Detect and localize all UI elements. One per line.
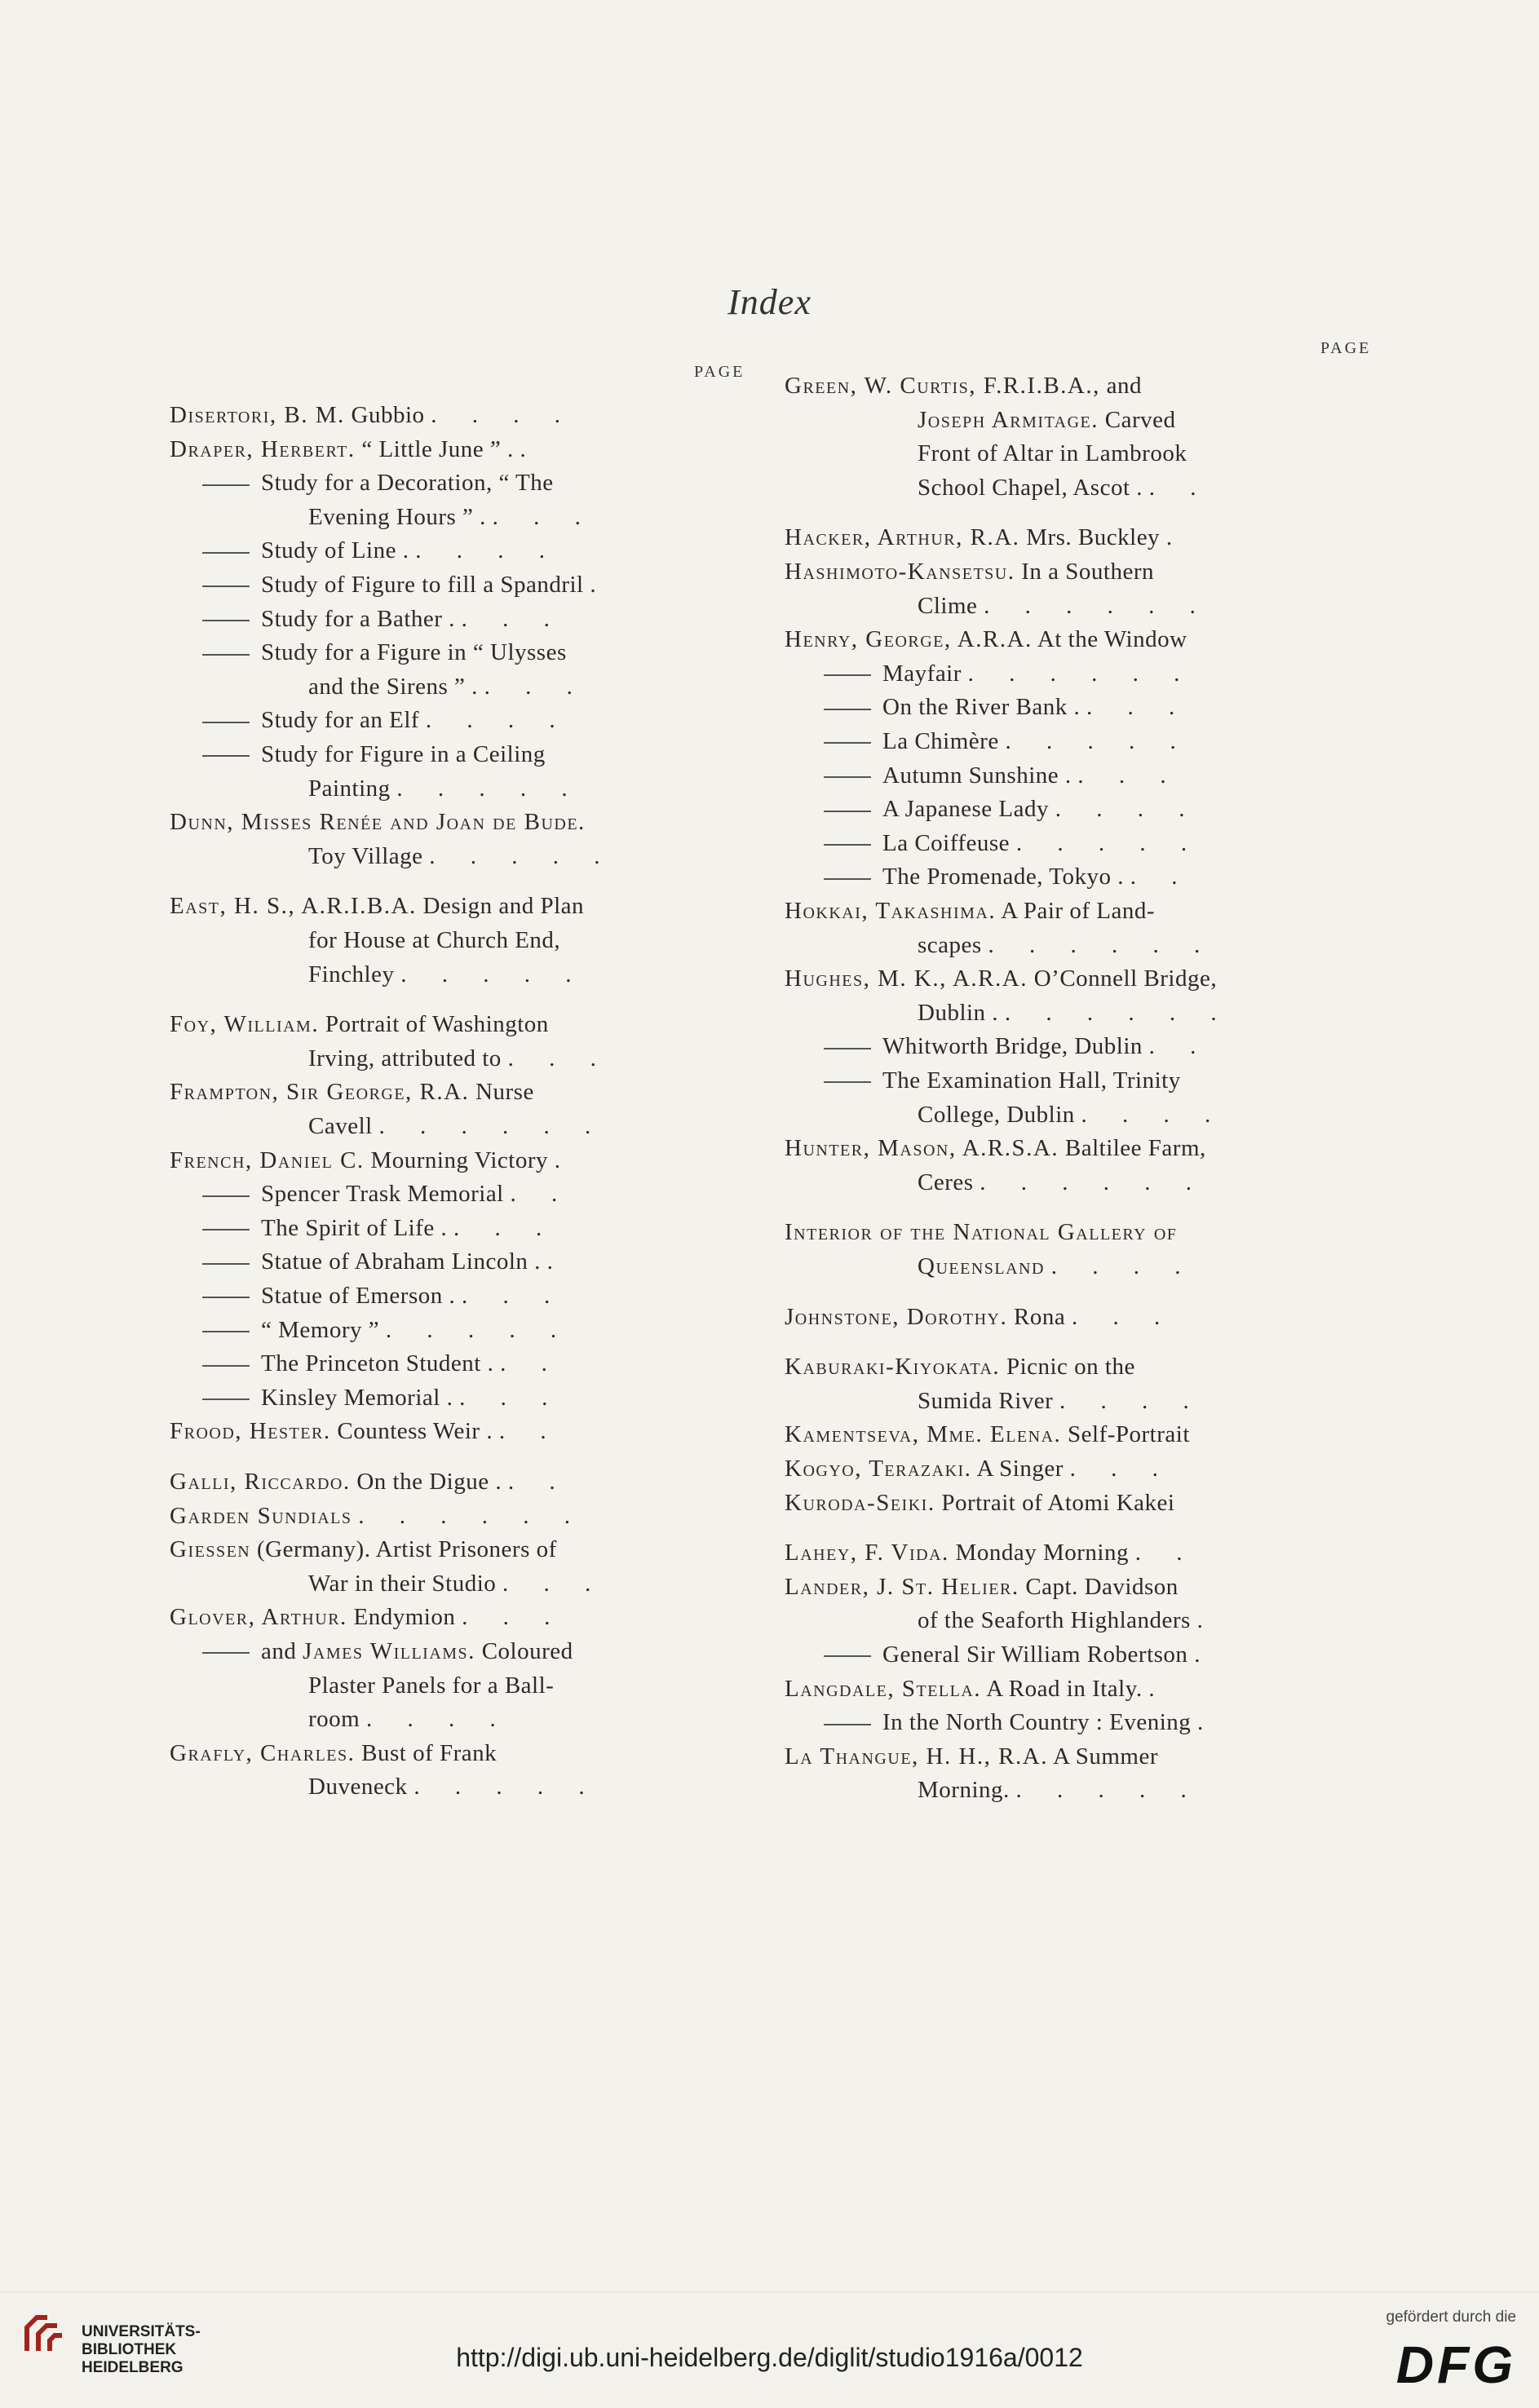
- artist-name: Kamentseva, Mme. Elena.: [785, 1421, 1062, 1448]
- work-title: A Japanese Lady: [882, 796, 1049, 823]
- index-entry-line: [202, 1282, 564, 1310]
- ditto-dash: [202, 1297, 250, 1298]
- leader-dots: . . .: [462, 1604, 565, 1631]
- ditto-dash: [824, 709, 871, 710]
- work-title: The Spirit of Life .: [261, 1214, 448, 1241]
- artist-name: East, H. S., A.R.I.B.A.: [170, 893, 417, 920]
- artist-name: Dunn, Misses Renée and Joan de Bude.: [170, 809, 586, 836]
- leader-dots: .: [1148, 1675, 1170, 1702]
- work-title: Irving, attributed to: [308, 1045, 502, 1071]
- ditto-dash: [202, 1365, 250, 1367]
- leader-dots: . . .: [502, 1570, 606, 1597]
- index-entry-line: [785, 558, 1154, 585]
- artist-name: Kuroda-Seiki.: [785, 1489, 935, 1516]
- index-entry-line: [824, 1032, 1210, 1060]
- leader-dots: . . . . . .: [988, 931, 1215, 958]
- index-entry-line: [170, 1502, 585, 1530]
- work-title: Plaster Panels for a Ball-: [308, 1672, 555, 1699]
- work-title: Sumida River: [918, 1387, 1054, 1414]
- work-title: Capt. Davidson: [1025, 1573, 1179, 1600]
- work-title: La Chimère: [882, 728, 999, 754]
- work-title: Finchley: [308, 961, 395, 988]
- work-title: Study for a Bather .: [261, 605, 455, 632]
- leader-dots: . . . . . .: [980, 1169, 1207, 1195]
- index-entry-line: [824, 727, 1191, 755]
- work-title: Cavell: [308, 1113, 373, 1139]
- work-title: In the North Country : Evening: [882, 1709, 1192, 1736]
- artist-name: Grafly, Charles.: [170, 1739, 356, 1766]
- index-entry-line: [308, 1705, 511, 1733]
- leader-dots: . .: [1134, 1540, 1197, 1566]
- index-entry-line: [824, 1067, 1181, 1094]
- work-title: Mourning Victory: [370, 1147, 549, 1173]
- ditto-dash: [202, 1652, 250, 1654]
- leader-dots: .: [1194, 1641, 1215, 1668]
- work-title: for House at Church End,: [308, 927, 561, 953]
- artist-name: Hacker, Arthur, R.A.: [785, 524, 1020, 551]
- work-title: Portrait of Atomi Kakei: [941, 1489, 1175, 1516]
- index-entry-line: [785, 1353, 1135, 1381]
- work-title: College, Dublin: [918, 1101, 1075, 1128]
- artist-name: Garden Sundials: [170, 1502, 352, 1529]
- index-entry-line: [308, 926, 560, 954]
- leader-dots: .: [546, 1248, 568, 1275]
- artist-name: Foy, William.: [170, 1011, 320, 1038]
- artist-name: La Thangue, H. H., R.A.: [785, 1743, 1048, 1770]
- dfg-logo: DFG: [1395, 2335, 1516, 2394]
- work-title: and the Sirens ” .: [308, 673, 478, 700]
- library-name-line: HEIDELBERG: [82, 2359, 184, 2376]
- work-title: War in their Studio: [308, 1570, 497, 1597]
- artist-name: Interior of the National Gallery of: [785, 1219, 1178, 1246]
- work-title: room: [308, 1706, 360, 1733]
- index-entry-line: [202, 1316, 571, 1344]
- artist-name: Draper, Herbert.: [170, 435, 356, 462]
- artist-name: Frood, Hester.: [170, 1418, 331, 1445]
- leader-dots: . . .: [1069, 1456, 1173, 1482]
- index-entry-line: [918, 999, 1232, 1027]
- work-title: General Sir William Robertson: [882, 1641, 1188, 1668]
- index-entry-line: [308, 1045, 611, 1072]
- left-page-column-header: PAGE: [694, 363, 745, 381]
- artist-name: Green, W. Curtis, F.R.I.B.A.,: [785, 373, 1100, 399]
- index-entry-line: [785, 1134, 1206, 1162]
- leader-dots: . . . . .: [385, 1316, 572, 1343]
- index-entry-line: [785, 1539, 1196, 1566]
- ditto-dash: [824, 1048, 871, 1049]
- artist-name: Hughes, M. K., A.R.A.: [785, 965, 1028, 992]
- index-entry-line: [918, 1606, 1218, 1634]
- library-name-line: UNIVERSITÄTS-: [82, 2323, 201, 2340]
- work-title: Clime: [918, 592, 978, 619]
- work-title: A Summer: [1053, 1743, 1158, 1770]
- ditto-dash: [202, 1398, 250, 1400]
- work-title: In a Southern: [1021, 559, 1154, 585]
- index-entry-line: [202, 1384, 562, 1412]
- index-entry-line: [785, 965, 1217, 992]
- leader-dots: . .: [1130, 864, 1192, 890]
- work-title: Monday Morning: [955, 1540, 1129, 1566]
- leader-dots: . . . .: [1059, 1387, 1204, 1414]
- leader-dots: . . . . .: [413, 1774, 599, 1800]
- work-title: The Princeton Student .: [261, 1350, 494, 1377]
- artist-name: Glover, Arthur.: [170, 1604, 347, 1631]
- work-title: Carved: [1104, 406, 1176, 433]
- index-entry-line: [918, 592, 1210, 620]
- index-entry-line: [170, 1535, 557, 1563]
- leader-dots: . . . . .: [400, 961, 586, 988]
- leader-dots: . . . .: [415, 537, 559, 564]
- work-title: Evening Hours ” .: [308, 503, 486, 530]
- work-title: Toy Village: [308, 842, 423, 869]
- leader-dots: . . . . . .: [1004, 999, 1232, 1026]
- artist-name: Joseph Armitage.: [918, 406, 1099, 433]
- index-entry-line: [170, 808, 586, 836]
- work-title: Duveneck: [308, 1774, 408, 1800]
- index-entry-line: [170, 1078, 534, 1106]
- leader-dots: .: [520, 435, 541, 462]
- work-title: Statue of Abraham Lincoln .: [261, 1248, 541, 1275]
- work-title: Gubbio: [351, 402, 425, 428]
- index-entry-line: [202, 571, 596, 599]
- index-entry-line: [170, 1468, 570, 1496]
- leader-dots: . . . .: [431, 402, 576, 428]
- leader-dots: . .: [507, 1469, 570, 1495]
- index-entry-line: [785, 1573, 1179, 1601]
- index-entry-line: [308, 961, 586, 988]
- work-title: Autumn Sunshine .: [882, 762, 1072, 789]
- index-entry-line: [785, 1420, 1190, 1448]
- index-entry-line: [308, 1570, 605, 1597]
- artist-name: Kogyo, Terazaki.: [785, 1456, 972, 1482]
- ditto-dash: [824, 1081, 871, 1083]
- artist-name: Lander, J. St. Helier.: [785, 1573, 1019, 1600]
- index-entry-line: [202, 1637, 573, 1665]
- artist-name: Disertori, B. M.: [170, 402, 345, 428]
- work-title: Painting: [308, 775, 391, 802]
- index-entry-line: [170, 1603, 564, 1631]
- index-entry-line: [308, 503, 595, 531]
- work-title: A Pair of Land-: [1001, 898, 1155, 924]
- work-title: (Germany). Artist Prisoners of: [256, 1536, 557, 1563]
- work-title: Portrait of Washington: [325, 1011, 549, 1038]
- ditto-dash: [202, 1195, 250, 1197]
- leader-dots: . . .: [461, 605, 564, 632]
- index-entry-line: [202, 740, 546, 768]
- leader-dots: . . . .: [1055, 796, 1200, 823]
- index-entry-line: [202, 605, 564, 633]
- leader-dots: . . .: [492, 503, 595, 530]
- work-title: Study for a Figure in “ Ulysses: [261, 639, 567, 666]
- ditto-dash: [202, 1229, 250, 1231]
- artist-name: Johnstone, Dorothy.: [785, 1303, 1008, 1330]
- index-entry-line: [824, 829, 1201, 857]
- leader-dots: . . .: [461, 1283, 565, 1309]
- work-title: A Singer: [976, 1456, 1064, 1482]
- index-entry-line: [918, 931, 1214, 959]
- ditto-dash: [202, 552, 250, 554]
- index-entry-line: [824, 762, 1181, 789]
- ditto-dash: [824, 844, 871, 846]
- artist-name: Queensland: [918, 1253, 1045, 1279]
- leader-dots: . . . .: [1050, 1253, 1196, 1279]
- index-entry-line: [785, 1489, 1174, 1517]
- funding-note: gefördert durch die: [1386, 2309, 1516, 2326]
- ditto-dash: [202, 484, 250, 486]
- ditto-dash: [202, 755, 250, 757]
- work-title: The Examination Hall, Trinity: [882, 1067, 1181, 1094]
- index-entry-line: [170, 1739, 497, 1767]
- index-entry-line: [785, 1743, 1158, 1770]
- index-entry-line: [308, 775, 582, 802]
- index-entry-line: [824, 1708, 1218, 1736]
- index-entry-line: [170, 1417, 561, 1445]
- artist-name: Kaburaki-Kiyokata.: [785, 1354, 1001, 1381]
- index-entry-line: [170, 435, 541, 463]
- leader-dots: . . .: [453, 1214, 557, 1241]
- leader-dots: . . .: [484, 673, 587, 700]
- ditto-dash: [824, 878, 871, 880]
- work-title: Study for Figure in a Ceiling: [261, 741, 546, 767]
- index-entry-line: [202, 1214, 556, 1242]
- work-title: Mayfair: [882, 660, 962, 687]
- leader-dots: . . . . .: [1015, 1777, 1201, 1804]
- work-title: Study of Line .: [261, 537, 409, 564]
- permalink-url[interactable]: http://digi.ub.uni-heidelberg.de/diglit/studio1916a/0012: [456, 2343, 1083, 2372]
- ditto-dash: [824, 742, 871, 744]
- work-title: “ Memory ”: [261, 1316, 380, 1343]
- index-entry-line: [202, 1350, 562, 1377]
- work-title: On the River Bank .: [882, 694, 1081, 721]
- artist-name: Lahey, F. Vida.: [785, 1540, 949, 1566]
- library-name-line: BIBLIOTHEK: [82, 2341, 177, 2358]
- index-entry-line: [308, 1672, 554, 1699]
- index-entry-line: [918, 440, 1187, 467]
- index-entry-line: [308, 1112, 605, 1140]
- index-entry-line: [202, 469, 554, 497]
- ditto-dash: [202, 585, 250, 587]
- leader-dots: .: [1165, 524, 1187, 551]
- work-title: The Promenade, Tokyo .: [882, 864, 1124, 890]
- ditto-dash: [824, 811, 871, 812]
- index-entry-line: [824, 795, 1200, 823]
- leader-dots: . . .: [1071, 1303, 1175, 1330]
- leader-dots: . . .: [1086, 694, 1190, 721]
- ditto-dash: [202, 1263, 250, 1265]
- ditto-dash: [824, 674, 871, 676]
- index-entry-line: [170, 1147, 575, 1174]
- work-title: Endymion: [353, 1604, 456, 1631]
- work-title: Baltilee Farm,: [1064, 1135, 1206, 1162]
- index-entry-line: [918, 1387, 1204, 1415]
- work-title: Ceres: [918, 1169, 974, 1195]
- leader-dots: . . . . . .: [358, 1502, 585, 1529]
- leader-dots: . . . . . .: [967, 660, 1195, 687]
- index-entry-line: [785, 1455, 1173, 1482]
- leader-dots: . . . .: [1081, 1101, 1226, 1128]
- index-entry-line: [170, 401, 575, 429]
- index-entry-line: [785, 897, 1155, 925]
- index-entry-line: [918, 1253, 1195, 1280]
- index-entry-line: [202, 706, 570, 734]
- leader-dots: . . . .: [365, 1706, 511, 1733]
- work-title: scapes: [918, 931, 982, 958]
- artist-name: Hunter, Mason, A.R.S.A.: [785, 1135, 1059, 1162]
- leader-dots: . . . . .: [1015, 829, 1202, 856]
- artist-name: Langdale, Stella.: [785, 1675, 982, 1702]
- leader-dots: . . . . . .: [984, 592, 1210, 619]
- artist-name: French, Daniel C.: [170, 1147, 365, 1173]
- leader-dots: . . . . .: [396, 775, 582, 802]
- leader-dots: . .: [1148, 1033, 1211, 1060]
- work-title: Front of Altar in Lambrook: [918, 440, 1187, 467]
- right-page-column-header: PAGE: [1320, 339, 1372, 357]
- work-title: Countess Weir .: [337, 1418, 493, 1445]
- ditto-dash: [824, 776, 871, 778]
- index-entry-line: [918, 1169, 1206, 1196]
- work-title: Study of Figure to fill a Spandril .: [261, 572, 597, 598]
- index-entry-line: [202, 537, 559, 564]
- work-title: of the Seaforth Highlanders: [918, 1607, 1191, 1634]
- work-title: A Road in Italy.: [986, 1675, 1143, 1702]
- work-title: Kinsley Memorial .: [261, 1384, 453, 1411]
- work-title: Statue of Emerson .: [261, 1283, 456, 1309]
- index-entry-line: [918, 1101, 1225, 1129]
- artist-name: James Williams.: [303, 1638, 475, 1664]
- work-title: Bust of Frank: [361, 1739, 498, 1766]
- leader-dots: . . .: [459, 1384, 563, 1411]
- work-title: School Chapel, Ascot .: [918, 474, 1143, 501]
- index-entry-line: [824, 863, 1192, 890]
- leader-dots: .: [554, 1147, 576, 1173]
- index-entry-line: [824, 660, 1194, 687]
- work-title: Coloured: [475, 1638, 573, 1664]
- index-entry-line: [202, 1180, 572, 1208]
- work-title: Nurse: [475, 1079, 534, 1106]
- index-entry-line: [308, 673, 587, 700]
- work-title: At the Window: [1037, 626, 1187, 653]
- ditto-dash: [824, 1655, 871, 1657]
- artist-name: Galli, Riccardo.: [170, 1469, 351, 1495]
- work-title: Picnic on the: [1006, 1354, 1135, 1381]
- work-title: Study for an Elf: [261, 707, 420, 734]
- work-title: Rona: [1013, 1303, 1066, 1330]
- work-title: Study for a Decoration, “ The: [261, 470, 554, 497]
- work-title: O’Connell Bridge,: [1033, 965, 1218, 992]
- index-entry-line: [918, 474, 1211, 501]
- footer-bar: [0, 2291, 1539, 2408]
- leader-dots: . . . . .: [1005, 728, 1191, 754]
- index-entry-line: [308, 842, 615, 870]
- index-entry-line: [308, 1773, 599, 1800]
- artist-name: Hokkai, Takashima.: [785, 898, 997, 924]
- leader-dots: . .: [500, 1350, 562, 1377]
- index-entry-line: [824, 1641, 1214, 1668]
- index-entry-line: [202, 1248, 568, 1275]
- index-entry-line: [785, 524, 1187, 551]
- page-title: Index: [727, 282, 812, 322]
- artist-name: Frampton, Sir George, R.A.: [170, 1079, 470, 1106]
- work-title: Design and Plan: [422, 893, 585, 920]
- leader-dots: . . . . . .: [378, 1113, 606, 1139]
- work-title: La Coiffeuse: [882, 829, 1011, 856]
- index-entry-line: [785, 1218, 1177, 1246]
- work-title: On the Digue .: [356, 1469, 502, 1495]
- index-entry-line: [202, 638, 567, 666]
- index-entry-line: [170, 1010, 549, 1038]
- work-title: and: [261, 1638, 303, 1664]
- work-title: Dublin .: [918, 999, 999, 1026]
- leader-dots: . .: [510, 1181, 573, 1208]
- work-title: Mrs. Buckley: [1026, 524, 1161, 551]
- index-entry-line: [918, 1776, 1201, 1804]
- ditto-dash: [202, 620, 250, 621]
- leader-dots: . .: [1148, 474, 1211, 501]
- leader-dots: . . .: [1077, 762, 1181, 789]
- work-title: Spencer Trask Memorial: [261, 1181, 504, 1208]
- work-title: Self-Portrait: [1068, 1421, 1190, 1448]
- work-title: “ Little June ” .: [361, 435, 514, 462]
- index-entry-line: [785, 372, 1142, 400]
- leader-dots: . .: [498, 1418, 561, 1445]
- index-entry-line: [918, 406, 1175, 434]
- index-entry-line: [824, 693, 1189, 721]
- work-title: and: [1106, 373, 1142, 399]
- leader-dots: . . . .: [425, 707, 570, 734]
- work-title: Whitworth Bridge, Dublin: [882, 1033, 1143, 1060]
- index-entry-line: [785, 1675, 1170, 1703]
- index-entry-line: [785, 1303, 1174, 1331]
- leader-dots: . . .: [507, 1045, 611, 1071]
- artist-name: Henry, George, A.R.A.: [785, 626, 1033, 653]
- artist-name: Hashimoto-Kansetsu.: [785, 559, 1015, 585]
- index-entry-line: [170, 892, 584, 920]
- leader-dots: .: [1196, 1607, 1218, 1634]
- ditto-dash: [202, 1331, 250, 1332]
- work-title: Morning.: [918, 1777, 1010, 1804]
- leader-dots: .: [1197, 1709, 1218, 1736]
- leader-dots: . . . . .: [429, 842, 615, 869]
- ditto-dash: [824, 1724, 871, 1725]
- ditto-dash: [202, 654, 250, 656]
- ditto-dash: [202, 722, 250, 723]
- artist-name: Giessen: [170, 1536, 251, 1563]
- index-entry-line: [785, 625, 1187, 653]
